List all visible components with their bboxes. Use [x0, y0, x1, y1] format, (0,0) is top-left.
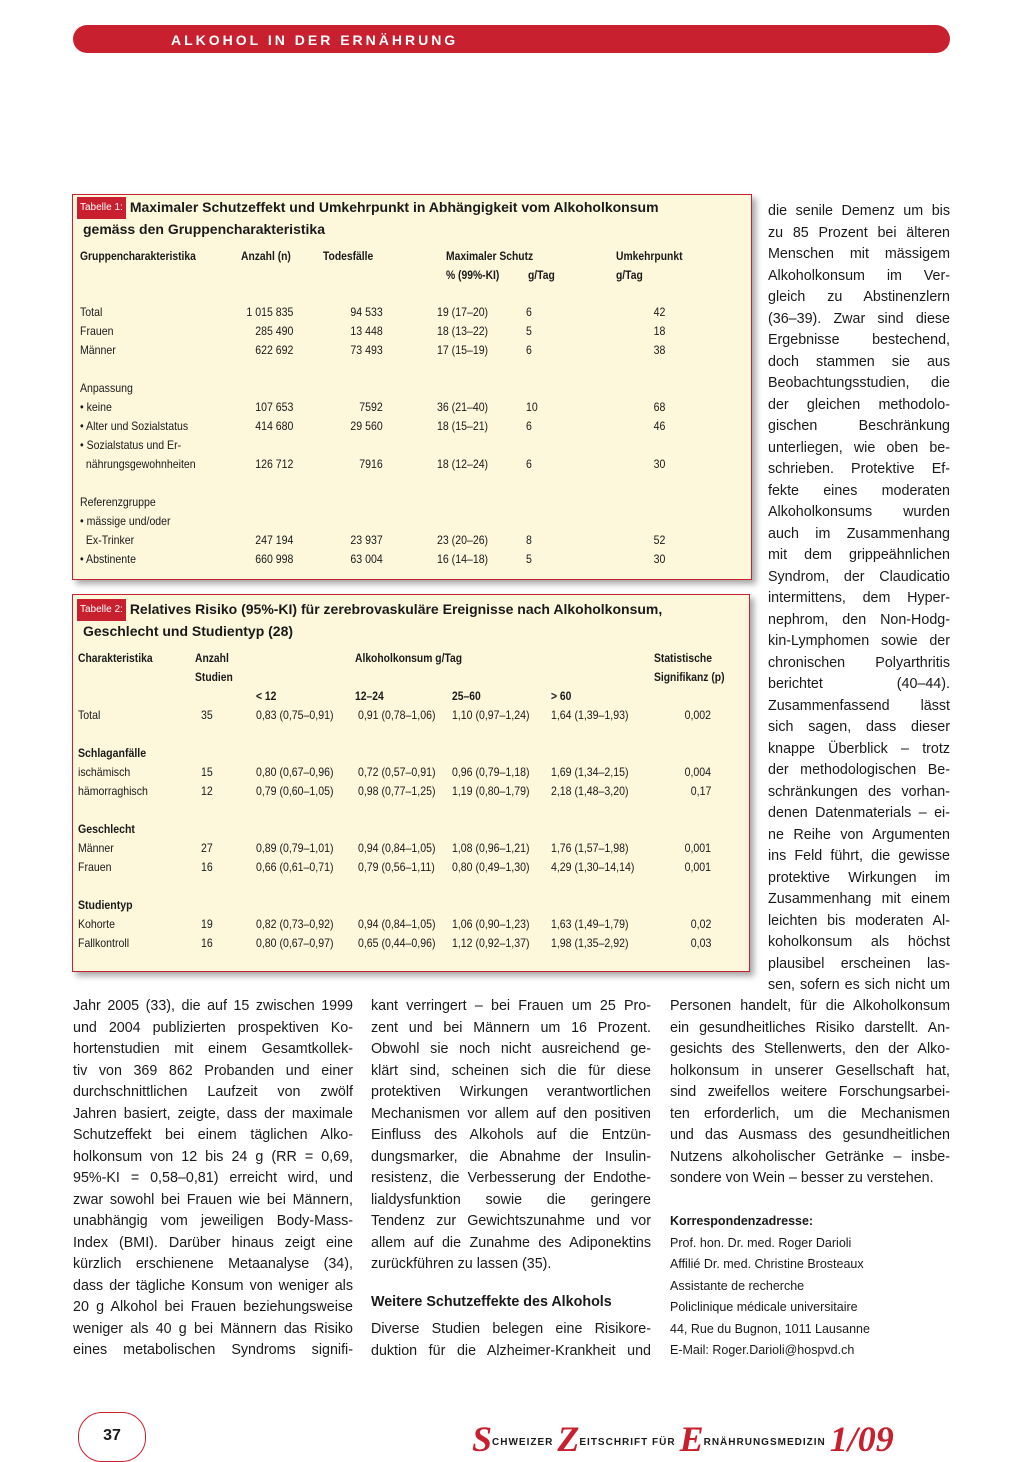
t1-cell-n: 107 653 — [254, 400, 293, 414]
t1-cell-t: 94 533 — [350, 305, 383, 319]
t2-cell-a: 0,80 (0,67–0,96) — [256, 765, 334, 779]
text-line: hortenstudien mit einem Gesamtkollek- — [73, 1041, 353, 1057]
text-line: protektiven Wirkungen verantwortlichen — [371, 1084, 651, 1100]
t2-cell-label: Schlaganfälle — [78, 746, 147, 760]
t2-cell-b: 0,94 (0,84–1,05) — [358, 841, 436, 855]
t1-cell-n: 414 680 — [254, 419, 293, 433]
t1-cell-ki: 18 (13–22) — [437, 324, 489, 338]
text-line: duktion für die Alzheimer-Krankheit und — [371, 1342, 651, 1359]
t1-cell-ki: 17 (15–19) — [437, 343, 489, 357]
text-line: lialdysfunktion sowie die geringere — [371, 1191, 651, 1208]
t1-cell-label: Total — [80, 305, 103, 319]
text-line: Tendenz zur Gewichtszunahme und vor — [371, 1213, 651, 1229]
t2-cell-p: 0,02 — [690, 917, 711, 931]
text-line: 95%-KI = 0,58–0,81) erreicht wird, und — [73, 1170, 353, 1186]
t2-cell-d: 2,18 (1,48–3,20) — [551, 784, 629, 798]
t1-cell-u: 30 — [653, 552, 665, 566]
t1-cell-t: 7916 — [359, 457, 383, 471]
text-line: kürzlich erschienene Metaanalyse (34), — [73, 1256, 353, 1272]
t2-cell-b: 0,91 (0,78–1,06) — [358, 708, 436, 722]
text-line: ins Feld führt, die gewisse — [768, 848, 950, 864]
t2-cell-n: 12 — [201, 784, 213, 798]
text-line: schränkungen des vorhan- — [768, 783, 950, 800]
text-line: Alkoholkonsum im Ver- — [768, 267, 950, 284]
text-line: zwar sowohl bei Frauen wie bei Männern, — [73, 1191, 353, 1208]
t1-cell-n: 126 712 — [254, 457, 293, 471]
t1-cell-label: Referenzgruppe — [80, 495, 156, 509]
t1-cell-ki: 16 (14–18) — [437, 552, 489, 566]
text-line: weniger als 40 g bei Männern das Risiko — [73, 1320, 353, 1337]
t2-cell-n: 16 — [201, 860, 213, 874]
t2-cell-n: 16 — [201, 936, 213, 950]
text-line: denen Datenmaterials – ei- — [768, 805, 950, 821]
t2-cell-label: ischämisch — [78, 765, 131, 779]
table-2-box — [72, 594, 750, 972]
text-line: gischen Beschränkung — [768, 418, 950, 434]
t1-cell-g: 6 — [526, 457, 532, 471]
text-line: Beobachtungsstudien, die — [768, 375, 950, 391]
text-line: unterliegen, wie oben be- — [768, 439, 950, 456]
t1-header-gtag1: g/Tag — [528, 268, 555, 282]
text-line: der gleichen methodolo- — [768, 396, 950, 413]
t2-cell-p: 0,002 — [684, 708, 711, 722]
t2-cell-c: 0,80 (0,49–1,30) — [452, 860, 530, 874]
text-line: nephrom, den Non-Hodg- — [768, 611, 950, 628]
t1-cell-label: Männer — [80, 343, 116, 357]
text-line: sen, sofern es sich nicht um — [768, 977, 950, 993]
table-1-title-line2: gemäss den Gruppencharakteristika — [83, 221, 325, 237]
t2-cell-a: 0,79 (0,60–1,05) — [256, 784, 334, 798]
t2-cell-n: 19 — [201, 917, 213, 931]
text-line: ne Reihe von Argumenten — [768, 826, 950, 843]
text-line: sich sagen, dass dieser — [768, 719, 950, 735]
t1-cell-u: 18 — [653, 324, 665, 338]
correspondence-line: 44, Rue du Bugnon, 1011 Lausanne — [670, 1321, 870, 1336]
text-line: Nutzens alkoholischer Getränke – insbe- — [670, 1148, 950, 1165]
text-line: durchschnittlichen Laufzeit von zwölf — [73, 1084, 353, 1100]
t2-cell-b: 0,98 (0,77–1,25) — [358, 784, 436, 798]
t2-cell-b: 0,79 (0,56–1,11) — [358, 860, 435, 874]
t1-cell-t: 13 448 — [350, 324, 383, 338]
t1-cell-g: 5 — [526, 552, 532, 566]
text-line: auch im Zusammenhang — [768, 525, 950, 542]
t2-cell-a: 0,83 (0,75–0,91) — [256, 708, 334, 722]
column-1-text — [73, 996, 353, 1362]
table-2-title-line2: Geschlecht und Studientyp (28) — [83, 623, 294, 639]
t2-header-stud: Studien — [195, 670, 233, 684]
text-line: Obwohl sie noch nicht ausreichend ge- — [371, 1041, 651, 1057]
text-line: und 2004 publizierten prospektiven Ko- — [73, 1019, 353, 1036]
section-title: ALKOHOL IN DER ERNÄHRUNG — [171, 32, 459, 48]
t1-cell-label: Anpassung — [80, 381, 133, 395]
t1-cell-ki: 18 (12–24) — [437, 457, 489, 471]
t1-header-max: Maximaler Schutz — [446, 249, 534, 263]
text-line: Diverse Studien belegen eine Risikore- — [371, 1321, 651, 1337]
t1-cell-t: 63 004 — [350, 552, 383, 566]
text-line: gleich zu Abstinenzlern — [768, 289, 950, 305]
t2-cell-d: 1,76 (1,57–1,98) — [551, 841, 629, 855]
t1-cell-n: 285 490 — [254, 324, 293, 338]
t1-cell-n: 622 692 — [254, 343, 293, 357]
t2-cell-c: 1,06 (0,90–1,23) — [452, 917, 530, 931]
t1-cell-u: 38 — [653, 343, 665, 357]
t1-cell-t: 23 937 — [350, 533, 383, 547]
t2-cell-d: 1,98 (1,35–2,92) — [551, 936, 629, 950]
logo-s-rest: CHWEIZER — [492, 1437, 554, 1448]
t2-cell-n: 27 — [201, 841, 213, 855]
t2-cell-b: 0,94 (0,84–1,05) — [358, 917, 436, 931]
t1-cell-t: 7592 — [359, 400, 383, 414]
t2-cell-c: 0,96 (0,79–1,18) — [452, 765, 530, 779]
logo-e-rest: RNÄHRUNGSMEDIZIN — [703, 1437, 826, 1448]
text-line: ein gesundheitliches Risiko darstellt. An- — [670, 1019, 950, 1036]
t1-cell-t: 29 560 — [350, 419, 383, 433]
t2-cell-c: 1,08 (0,96–1,21) — [452, 841, 530, 855]
text-line: mit dem grippeähnlichen — [768, 547, 950, 563]
t1-cell-ki: 18 (15–21) — [437, 419, 489, 433]
t1-cell-g: 6 — [526, 419, 532, 433]
text-line: fekte eines moderaten — [768, 482, 950, 499]
t2-cell-label: Männer — [78, 841, 114, 855]
text-line: Index (BMI). Darüber hinaus zeigt eine — [73, 1234, 353, 1251]
text-line: berichtet (40–44). — [768, 676, 950, 692]
text-line: sondere von Wein – besser zu verstehen. — [670, 1170, 934, 1186]
t2-cell-label: hämorraghisch — [78, 784, 148, 798]
t1-cell-ki: 36 (21–40) — [437, 400, 489, 414]
t2-cell-p: 0,001 — [684, 841, 711, 855]
t1-cell-label: nährungsgewohnheiten — [80, 457, 196, 471]
t2-header-char: Charakteristika — [78, 651, 153, 665]
t2-cell-label: Frauen — [78, 860, 112, 874]
t1-cell-u: 30 — [653, 457, 665, 471]
correspondence-heading: Korrespondenzadresse: — [670, 1214, 814, 1228]
column-3-text — [670, 996, 950, 1190]
t1-header-gruppe: Gruppencharakteristika — [80, 249, 196, 263]
t1-cell-g: 8 — [526, 533, 532, 547]
column-2-heading: Weitere Schutzeffekte des Alkohols — [371, 1294, 612, 1310]
journal-logo — [472, 1418, 894, 1460]
text-line: leichten bis moderaten Al- — [768, 912, 950, 929]
issue-number: 1/09 — [829, 1419, 894, 1459]
text-line: allem auf die Zunahme des Adiponektins — [371, 1234, 651, 1251]
text-line: resistenz, die Verbesserung der Endothe- — [371, 1170, 651, 1186]
right-column-text — [768, 201, 950, 997]
t1-cell-g: 6 — [526, 343, 532, 357]
t2-cell-label: Fallkontroll — [78, 936, 130, 950]
text-line: Alkoholkonsums wurden — [768, 504, 950, 520]
text-line: dungsmarker, die Abnahme der Insulin- — [371, 1148, 651, 1165]
t2-cell-label: Kohorte — [78, 917, 115, 931]
t1-cell-label: • Abstinente — [80, 552, 136, 566]
text-line: (36–39). Zwar sind diese — [768, 310, 950, 327]
t2-cell-d: 1,69 (1,34–2,15) — [551, 765, 629, 779]
t1-cell-label: • Alter und Sozialstatus — [80, 419, 189, 433]
text-line: und das Ausmass des gesundheitlichen — [670, 1127, 950, 1143]
t1-cell-g: 6 — [526, 305, 532, 319]
text-line: Menschen mit mässigem — [768, 246, 950, 262]
t1-cell-u: 52 — [653, 533, 665, 547]
table-2-title-line1: Relatives Risiko (95%-KI) für zerebrovaskuläre Ereignisse nach Alkoholkonsum, — [129, 601, 663, 617]
table-1-tag: Tabelle 1: — [77, 197, 126, 219]
t1-cell-ki: 23 (20–26) — [437, 533, 489, 547]
t1-header-tod: Todesfälle — [323, 249, 374, 263]
t2-cell-n: 35 — [201, 708, 213, 722]
text-line: sind zweifellos weitere Forschungsarbei- — [670, 1084, 950, 1100]
correspondence-line[interactable]: E-Mail: Roger.Darioli@hospvd.ch — [670, 1343, 855, 1357]
t1-cell-label: • Sozialstatus und Er- — [80, 438, 182, 452]
text-line: protektive Wirkungen im — [768, 869, 950, 886]
text-line: zent und bei Männern um 16 Prozent. — [371, 1019, 651, 1036]
text-line: kin-Lymphomen sowie der — [768, 633, 950, 649]
t2-header-anz: Anzahl — [195, 651, 229, 665]
t2-cell-p: 0,17 — [690, 784, 711, 798]
t2-cell-c: 1,10 (0,97–1,24) — [452, 708, 530, 722]
text-line: 20 g Alkohol bei Frauen beziehungsweise — [73, 1299, 353, 1315]
t2-cell-a: 0,80 (0,67–0,97) — [256, 936, 334, 950]
logo-z-rest: EITSCHRIFT FÜR — [579, 1437, 676, 1448]
t2-cell-c: 1,19 (0,80–1,79) — [452, 784, 530, 798]
table-2-title — [77, 599, 745, 641]
table-2-tag: Tabelle 2: — [77, 599, 126, 621]
t2-cell-a: 0,82 (0,73–0,92) — [256, 917, 334, 931]
text-line: eines metabolischen Syndroms signifi- — [73, 1342, 353, 1358]
t1-header-pct: % (99%-KI) — [446, 268, 500, 282]
text-line: Jahr 2005 (33), die auf 15 zwischen 1999 — [73, 998, 353, 1014]
t2-cell-b: 0,65 (0,44–0,96) — [358, 936, 436, 950]
column-2-text — [371, 996, 651, 1276]
t1-cell-u: 68 — [653, 400, 665, 414]
t1-cell-t: 73 493 — [350, 343, 383, 357]
correspondence-line: Prof. hon. Dr. med. Roger Darioli — [670, 1235, 852, 1250]
t1-cell-ki: 19 (17–20) — [437, 305, 489, 319]
text-line: Schutzeffekt bei einem täglichen Alko- — [73, 1127, 353, 1143]
text-line: schrieben. Protektive Ef- — [768, 461, 950, 477]
text-line: unabhängig vom jeweiligen Body-Mass- — [73, 1213, 353, 1229]
text-line: Personen handelt, für die Alkoholkonsum — [670, 998, 950, 1014]
t1-cell-label: Ex-Trinker — [80, 533, 135, 547]
t2-cell-p: 0,03 — [690, 936, 711, 950]
text-line: intermittens, dem Hyper- — [768, 590, 950, 606]
t1-cell-n: 1 015 835 — [246, 305, 293, 319]
correspondence-line: Affilié Dr. med. Christine Brosteaux — [670, 1257, 864, 1271]
t2-cell-d: 1,64 (1,39–1,93) — [551, 708, 629, 722]
t1-cell-label: Frauen — [80, 324, 114, 338]
t2-cell-label: Total — [78, 708, 101, 722]
text-line: die senile Demenz um bis — [768, 203, 950, 219]
t2-cell-a: 0,66 (0,61–0,71) — [256, 860, 334, 874]
section-header-bar — [73, 25, 950, 53]
text-line: Zusammenhang mit einem — [768, 891, 950, 907]
text-line: der methodologischen Be- — [768, 762, 950, 778]
text-line: klärt sind, scheinen sich die für diese — [371, 1062, 651, 1079]
text-line: gesichts des Stellenwerts, den der Alko- — [670, 1041, 950, 1057]
t1-cell-u: 46 — [653, 419, 665, 433]
correspondence-line: Policlinique médicale universitaire — [670, 1300, 858, 1314]
text-line: zu 85 Prozent bei älteren — [768, 224, 950, 241]
text-line: koholkonsum als höchst — [768, 934, 950, 950]
correspondence-line: Assistante de recherche — [670, 1278, 805, 1293]
t1-cell-g: 10 — [526, 400, 538, 414]
t2-header-sig: Signifikanz (p) — [654, 670, 725, 684]
t2-header-c4: > 60 — [551, 689, 572, 703]
text-line: tiv von 369 862 Probanden und einer — [73, 1062, 353, 1079]
t2-cell-n: 15 — [201, 765, 213, 779]
text-line: Zusammenfassend lässt — [768, 697, 950, 714]
t2-cell-p: 0,001 — [684, 860, 711, 874]
text-line: ten erforderlich, um die Mechanismen — [670, 1105, 950, 1122]
text-line: knappe Überblick – trotz — [768, 740, 950, 757]
correspondence — [670, 1211, 950, 1362]
t2-cell-label: Studientyp — [78, 898, 133, 912]
text-line: holkonsum in unserer Gesellschaft hat, — [670, 1062, 950, 1079]
text-line: zurückführen zu lassen (35). — [371, 1256, 552, 1272]
text-line: Einfluss des Alkohols auf die Entzün- — [371, 1127, 651, 1143]
t1-cell-label: • mässige und/oder — [80, 514, 171, 528]
t2-header-alk: Alkoholkonsum g/Tag — [355, 651, 463, 665]
page-number: 37 — [78, 1412, 146, 1462]
table-1-title-line1: Maximaler Schutzeffekt und Umkehrpunkt in Abhängigkeit vom Alkoholkonsum — [129, 199, 659, 215]
column-2-text-continued — [371, 1319, 651, 1362]
t2-header-c2: 12–24 — [355, 689, 384, 703]
t1-cell-u: 42 — [653, 305, 665, 319]
text-line: Jahren basiert, zeigte, dass der maximale — [73, 1105, 353, 1122]
t1-cell-g: 5 — [526, 324, 532, 338]
table-1-title — [77, 197, 747, 239]
t2-cell-d: 1,63 (1,49–1,79) — [551, 917, 629, 931]
text-line: Ergebnisse bestechend, — [768, 332, 950, 348]
t2-cell-b: 0,72 (0,57–0,91) — [358, 765, 436, 779]
t1-cell-n: 660 998 — [254, 552, 293, 566]
text-line: kant verringert – bei Frauen um 25 Pro- — [371, 998, 651, 1014]
t2-cell-label: Geschlecht — [78, 822, 135, 836]
text-line: Mechanismen vor allem auf den positiven — [371, 1105, 651, 1122]
t2-cell-p: 0,004 — [684, 765, 711, 779]
t2-cell-c: 1,12 (0,92–1,37) — [452, 936, 530, 950]
t2-header-c3: 25–60 — [452, 689, 481, 703]
table-1-box — [72, 194, 752, 580]
logo-e: E — [679, 1419, 704, 1459]
text-line: dass der tägliche Konsum von weniger als — [73, 1277, 353, 1294]
text-line: Syndrom, der Claudicatio — [768, 568, 950, 585]
text-line: plausibel erscheinen las- — [768, 955, 950, 972]
t2-cell-d: 4,29 (1,30–14,14) — [551, 860, 635, 874]
text-line: holkonsum von 12 bis 24 g (RR = 0,69, — [73, 1148, 353, 1165]
text-line: chronischen Polyarthritis — [768, 654, 950, 671]
t1-header-anzahl: Anzahl (n) — [241, 249, 291, 263]
t1-header-gtag2: g/Tag — [616, 268, 643, 282]
t2-cell-a: 0,89 (0,79–1,01) — [256, 841, 334, 855]
t2-header-c1: < 12 — [256, 689, 277, 703]
t1-header-umk: Umkehrpunkt — [616, 249, 683, 263]
text-line: doch stammen sie aus — [768, 353, 950, 370]
t1-cell-label: • keine — [80, 400, 112, 414]
t2-header-stat: Statistische — [654, 651, 712, 665]
logo-s: S — [472, 1419, 493, 1459]
t1-cell-n: 247 194 — [254, 533, 293, 547]
logo-z: Z — [557, 1419, 580, 1459]
